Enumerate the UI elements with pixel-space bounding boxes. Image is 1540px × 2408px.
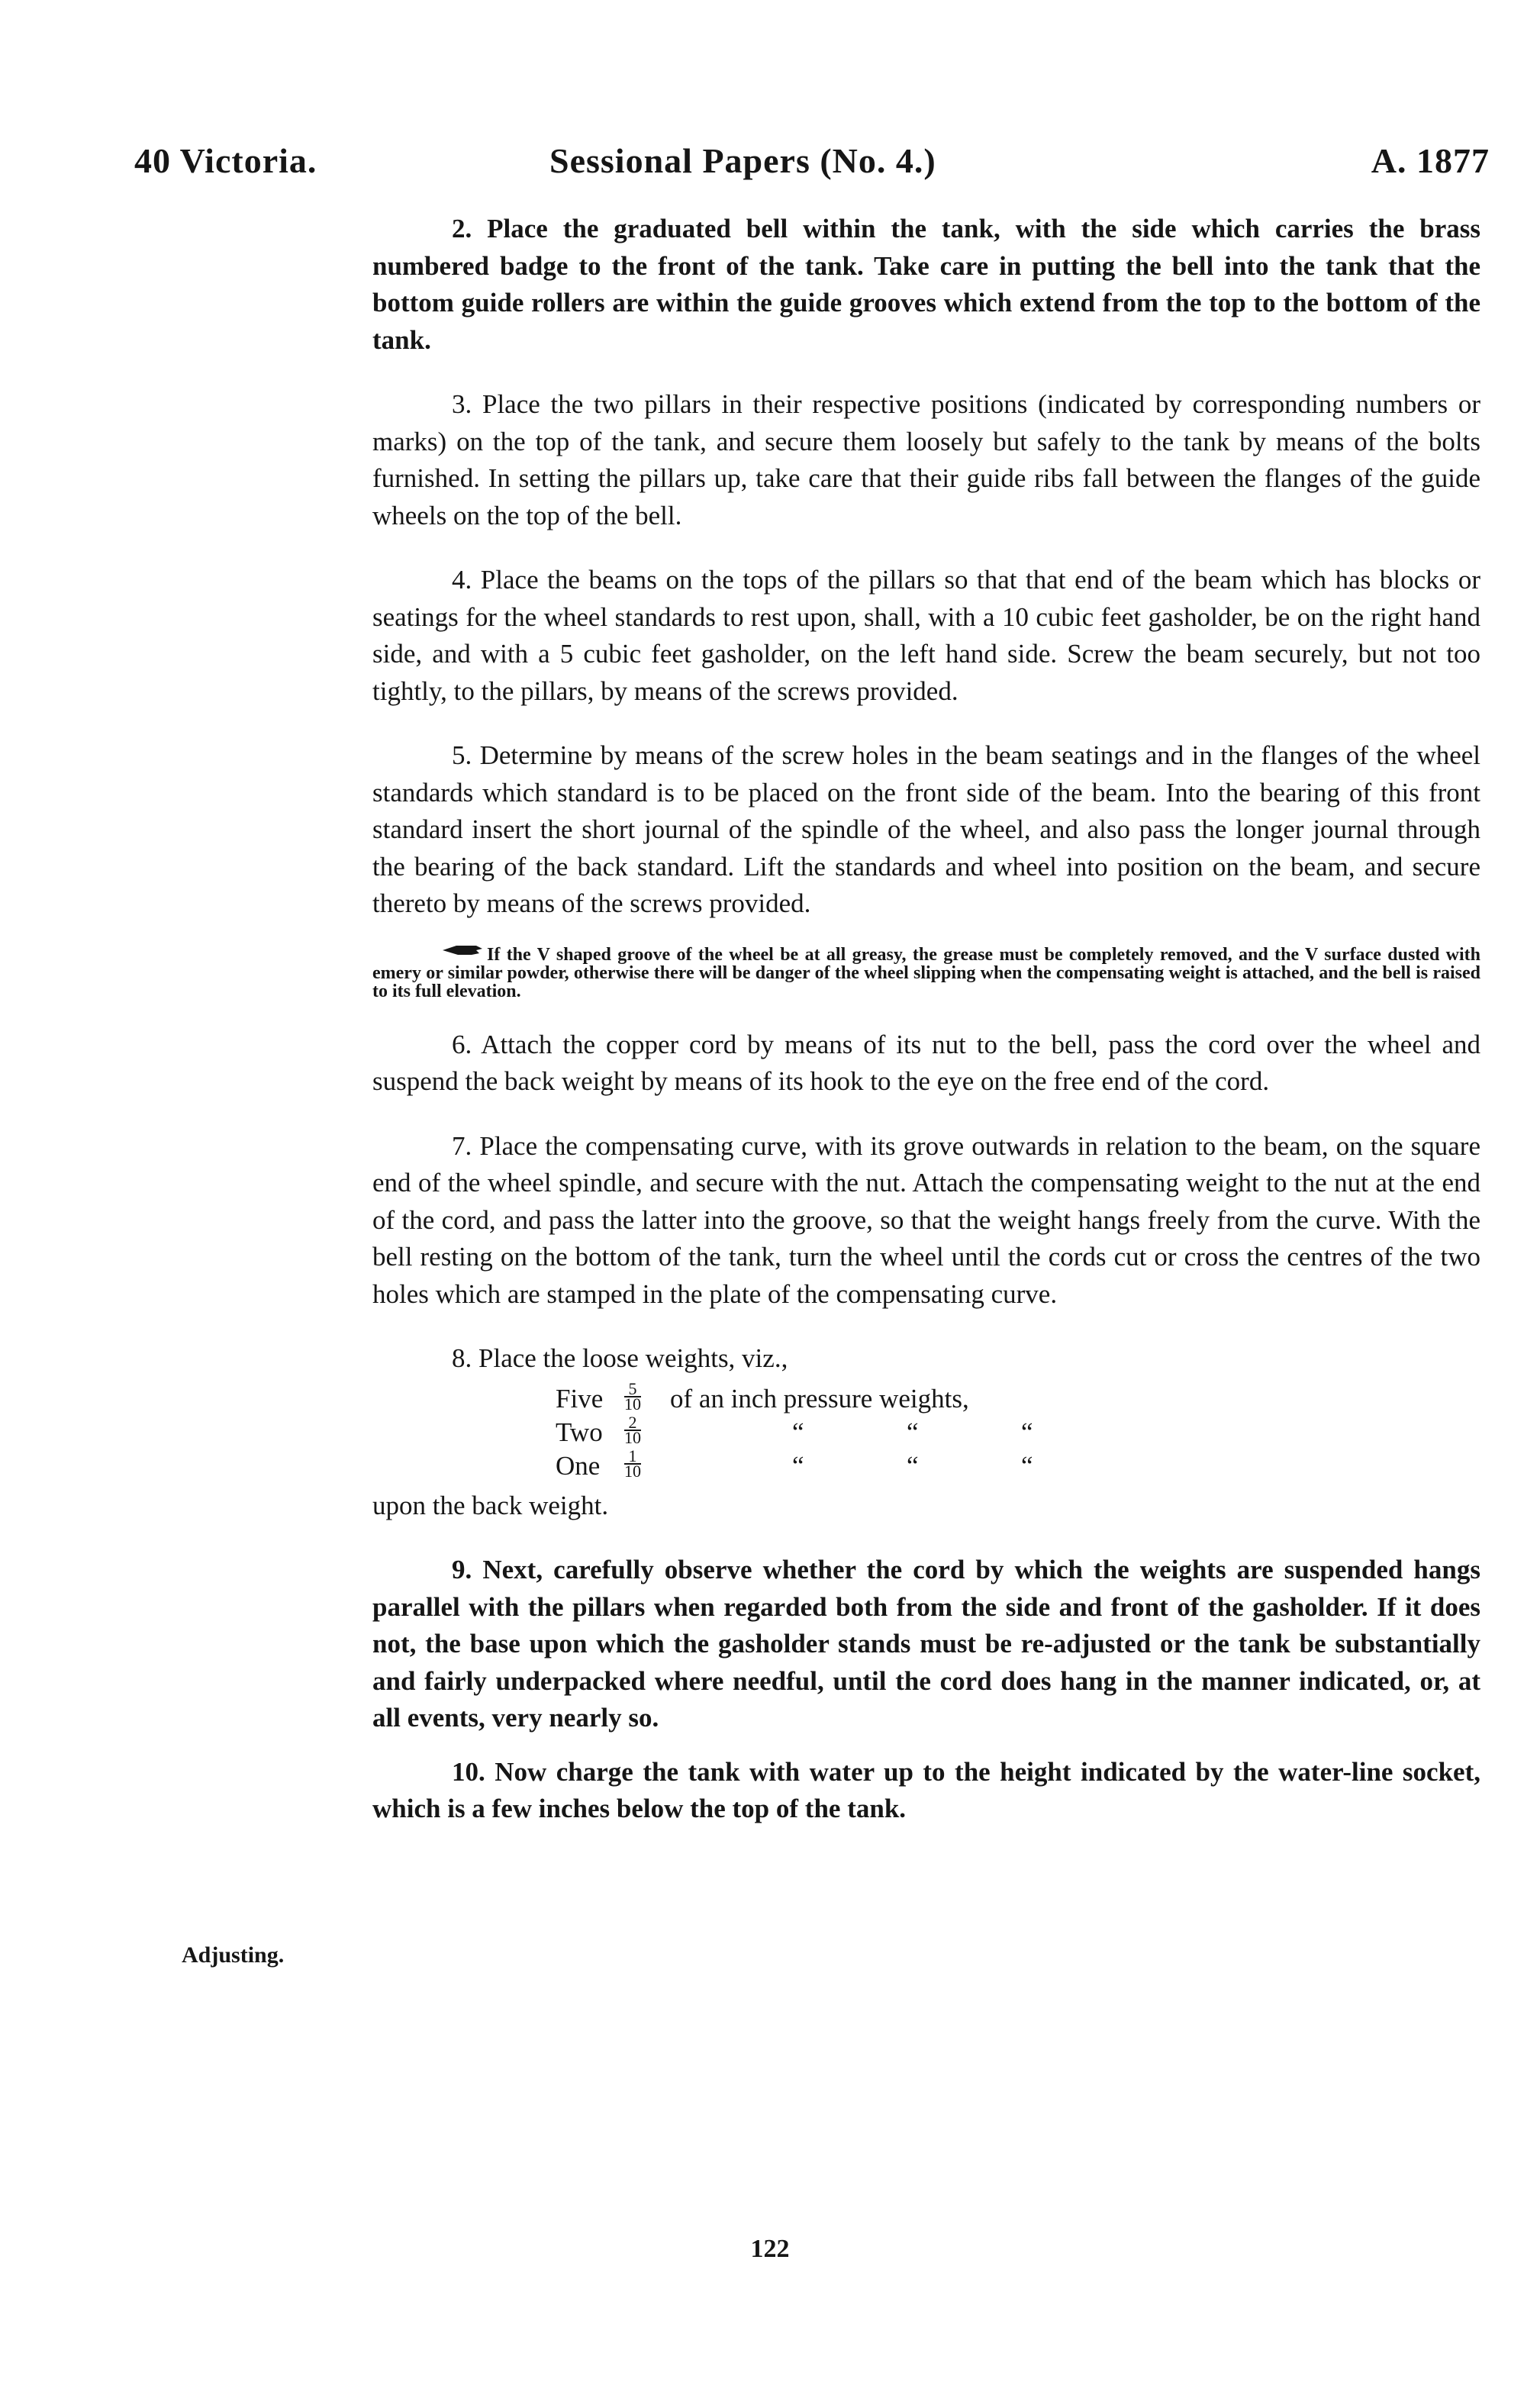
ditto-mark: “	[1021, 1450, 1033, 1481]
footnote-text: If the V shaped groove of the wheel be at all greasy, the grease must be completely removed, and the V surface dusted with emery or similar powder, otherwise there will be danger of the wheel slipping when the compensating weight is attached, and the bell is raised to its full elevation.	[372, 944, 1480, 1001]
paragraph-6: 6. Attach the copper cord by means of its nut to the bell, pass the cord over the wheel and suspend the back weight by means of its hook to the eye on the free end of the cord.	[372, 1029, 1480, 1096]
fraction-denominator: 10	[624, 1394, 641, 1414]
page-body	[372, 211, 1480, 1828]
paragraph-4: 4. Place the beams on the tops of the pillars so that that end of the beam which has blocks or seatings for the wheel standards to rest upon, shall, with a 10 cubic feet gasholder, be on the right hand side, and with a 5 cubic feet gasholder, on the left hand side. Screw the beam securely, but not too tightly, to the pillars, by means of the screws provided.	[372, 565, 1480, 706]
margin-note-adjusting: Adjusting.	[182, 1942, 285, 1968]
paragraph-3: 3. Place the two pillars in their respective positions (indicated by corresponding numbers or marks) on the top of the tank, and secure them loosely but safely to the tank by means of the bolts furnished. In setting the pillars up, take care that their guide ribs fall between the flanges of the guide wheels on the top of the bell.	[372, 389, 1480, 530]
weights-list	[556, 1378, 1480, 1483]
weight-description: of an inch pressure weights,	[670, 1383, 969, 1414]
header-volume: 40 Victoria.	[134, 141, 317, 180]
weight-count: Five	[556, 1383, 604, 1414]
footnote-grease-warning	[372, 946, 1480, 1001]
fraction-denominator: 10	[624, 1461, 641, 1481]
paragraph-9: 9. Next, carefully observe whether the cord by which the weights are suspended hangs parallel with the pillars when regarded both from the side and front of the gasholder. If it does not, the base upon which the gasholder stands must be re-adjusted or the tank be substantially and fairly underpacked where needful, until the cord does hang in the manner indicated, or, at all events, very nearly so.	[372, 1555, 1480, 1733]
ditto-mark: “	[792, 1450, 804, 1481]
fraction-denominator: 10	[624, 1427, 641, 1447]
page-number: 122	[750, 2235, 790, 2263]
ditto-mark: “	[907, 1417, 919, 1447]
ditto-mark: “	[1021, 1417, 1033, 1447]
fraction-numerator: 5	[628, 1378, 637, 1398]
header-title: Sessional Papers (No. 4.)	[549, 141, 936, 180]
pointing-hand-icon	[441, 941, 484, 959]
weight-count: One	[556, 1450, 601, 1481]
fraction-numerator: 1	[628, 1446, 637, 1465]
ditto-mark: “	[792, 1417, 804, 1447]
paragraph-8-intro: 8. Place the loose weights, viz.,	[452, 1343, 788, 1373]
fraction-numerator: 2	[628, 1412, 637, 1432]
weights-row	[556, 1412, 1480, 1449]
paragraph-10: 10. Now charge the tank with water up to the height indicated by the water-line socket, which is a few inches below the top of the tank.	[372, 1756, 1480, 1823]
weights-row	[556, 1446, 1480, 1483]
paragraph-2: 2. Place the graduated bell within the tank, with the side which carries the brass numbered badge to the front of the tank. Take care in putting the bell into the tank that the bottom guide rollers are within the guide grooves which extend from the top to the bottom of the tank.	[372, 214, 1480, 355]
weight-count: Two	[556, 1417, 603, 1447]
weights-row	[556, 1378, 1480, 1416]
running-header	[134, 140, 1490, 194]
ditto-mark: “	[907, 1450, 919, 1481]
paragraph-8-outro: upon the back weight.	[372, 1490, 609, 1520]
paragraph-7: 7. Place the compensating curve, with its grove outwards in relation to the beam, on the square end of the wheel spindle, and secure with the nut. Attach the compensating weight to the nut at the end of the cord, and pass the latter into the groove, so that the weight hangs freely from the curve. With the bell resting on the bottom of the tank, turn the wheel until the cords cut or cross the centres of the two holes which are stamped in the plate of the compensating curve.	[372, 1130, 1480, 1309]
header-year: A. 1877	[1371, 141, 1490, 180]
paragraph-5: 5. Determine by means of the screw holes in the beam seatings and in the flanges of the wheel standards which standard is to be placed on the front side of the beam. Into the bearing of this front standard insert the short journal of the spindle of the wheel, and also pass the longer journal through the bearing of the back standard. Lift the standards and wheel into position on the beam, and secure thereto by means of the screws provided.	[372, 740, 1480, 918]
